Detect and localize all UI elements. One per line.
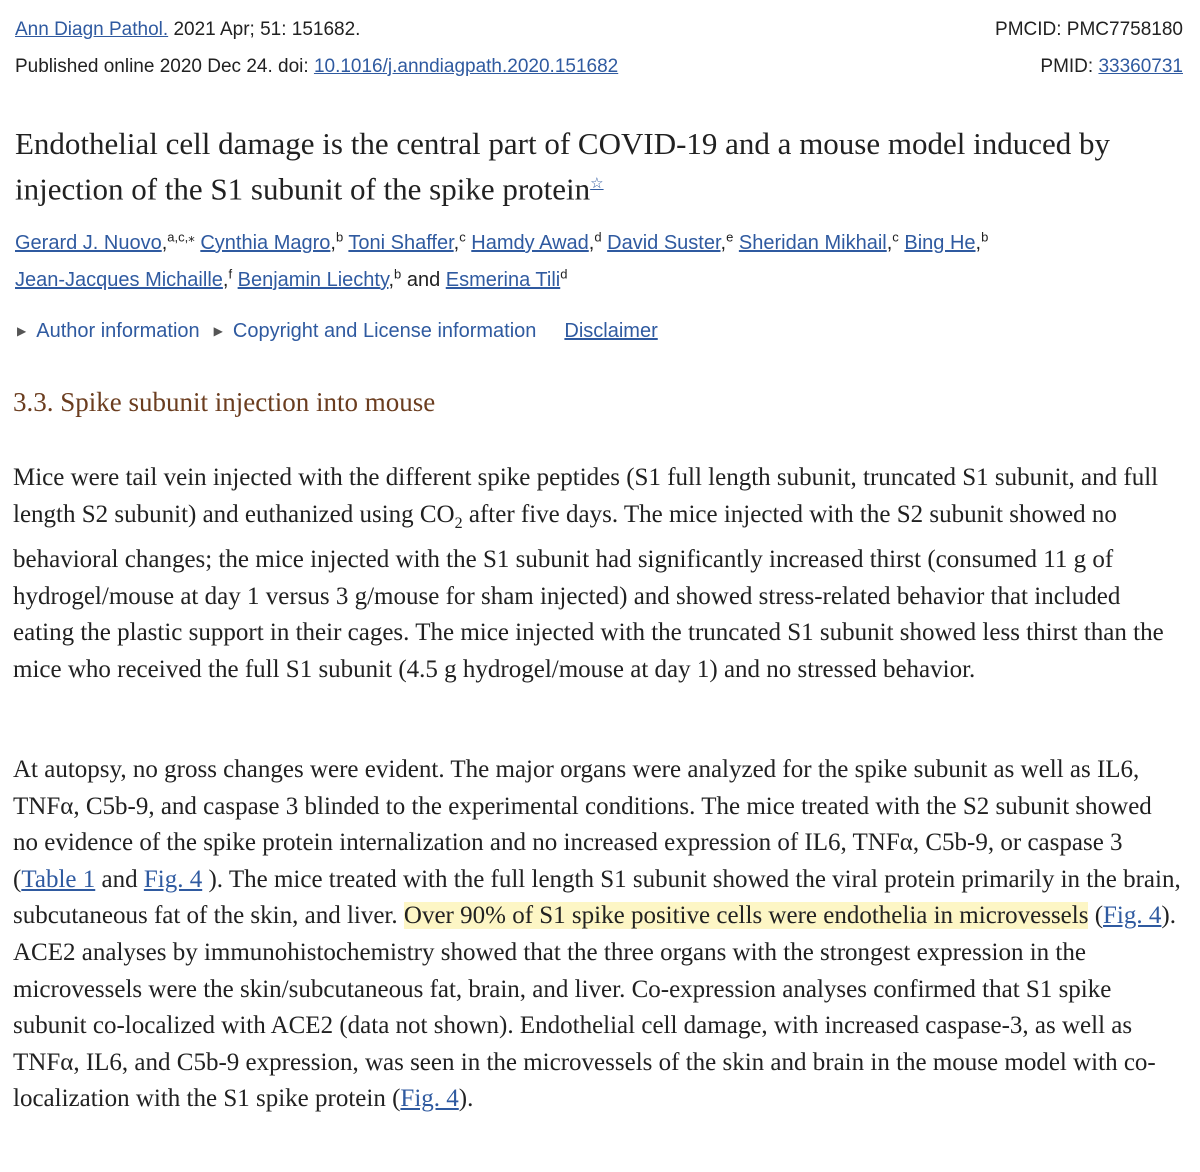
figure-4-link[interactable]: Fig. 4 <box>400 1085 459 1113</box>
author-separator: , <box>388 269 395 291</box>
author-separator: , <box>222 269 229 291</box>
pmid-label: PMID: <box>1040 56 1099 77</box>
affiliation-superscript[interactable]: c <box>892 229 899 245</box>
affiliation-superscript[interactable]: b <box>335 229 344 245</box>
info-bar <box>17 318 658 344</box>
doi-link[interactable]: 10.1016/j.anndiagpath.2020.151682 <box>313 56 619 77</box>
author-separator: , <box>453 232 460 254</box>
affiliation-superscript[interactable]: d <box>594 229 602 245</box>
published-text: Published online 2020 Dec 24. doi: <box>15 56 314 77</box>
author-link[interactable]: Cynthia Magro <box>200 232 331 254</box>
paragraph-text: ). The mice treated with the full length S1 subunit showed the viral protein primarily in the brain, subcutaneous fat of the skin, and liver. <box>13 865 1181 930</box>
affiliation-superscript[interactable]: e <box>726 229 734 245</box>
author-separator: , <box>975 232 982 254</box>
journal-link[interactable]: Ann Diagn Pathol. <box>15 19 169 40</box>
author-link[interactable]: David Suster <box>607 232 721 254</box>
author-link[interactable]: Sheridan Mikhail <box>738 232 887 254</box>
figure-4-link[interactable]: Fig. 4 <box>1103 902 1162 930</box>
subscript: 2 <box>454 514 463 532</box>
paragraph-text: after five days. The mice injected with the S2 subunit showed no behavioral changes; the mice injected with the S1 subunit had significantly increased thirst (consumed 11 g of hydrogel/mouse at day 1 versus 3 g/mouse for sham injected) and showed stress-related behavior that included eating the plastic support in their cages. The mice injected with the truncated S1 subunit showed less thirst than the mice who received the full S1 subunit (4.5 g hydrogel/mouse at day 1) and no stressed behavior. <box>13 500 1164 683</box>
author-separator: , <box>330 232 336 254</box>
highlighted-text: Over 90% of S1 spike positive cells were endothelia in microvessels <box>403 902 1089 930</box>
expand-triangle-icon: ▶ <box>213 324 223 338</box>
paragraph-text: At autopsy, no gross changes were evident. The major organs were analyzed for the spike subunit as well as IL6, TNFα, C5b-9, and caspase 3 blinded to the experimental conditions. The mice treated with the S2 subunit showed no evidence of the spike protein internalization and no increased expression of IL6, TNFα, C5b-9, or caspase 3 ( <box>13 756 1152 893</box>
paragraph-text: and <box>95 865 144 893</box>
author-link[interactable]: Toni Shaffer <box>348 232 454 254</box>
figure-4-link[interactable]: Fig. 4 <box>143 865 203 893</box>
paragraph-text: Mice were tail vein injected with the different spike peptides (S1 full length subunit, truncated S1 subunit, and full length S2 subunit) and euthanized using CO <box>13 464 1159 528</box>
article-title <box>15 123 1185 209</box>
table-1-link[interactable]: Table 1 <box>21 865 96 893</box>
pmid-info <box>1040 55 1183 79</box>
author-link[interactable]: Hamdy Awad <box>471 232 589 254</box>
copyright-license-toggle[interactable]: Copyright and License information <box>232 320 537 342</box>
author-link[interactable]: Benjamin Liechty <box>237 269 389 291</box>
paragraph-text: ). <box>458 1085 474 1113</box>
paragraph-2 <box>13 752 1183 1118</box>
author-separator: , <box>588 232 595 254</box>
author-information-toggle[interactable]: Author information <box>36 320 200 342</box>
affiliation-superscript[interactable]: d <box>560 266 568 282</box>
published-info <box>15 55 618 79</box>
journal-citation <box>15 18 360 42</box>
author-link[interactable]: Jean-Jacques Michaille <box>15 269 223 291</box>
title-footnote-star-icon[interactable]: ☆ <box>590 176 604 192</box>
issue-text: 2021 Apr; 51: 151682. <box>168 19 361 40</box>
author-link[interactable]: Esmerina Tili <box>445 269 561 291</box>
author-separator: , <box>720 232 727 254</box>
pmcid-text: PMCID: PMC7758180 <box>995 19 1183 40</box>
affiliation-superscript[interactable]: c <box>459 229 466 245</box>
author-link[interactable]: Bing He <box>904 232 976 254</box>
section-heading: 3.3. Spike subunit injection into mouse <box>13 387 436 417</box>
affiliation-superscript[interactable]: a,c,⁎ <box>167 229 195 245</box>
pmid-link[interactable]: 33360731 <box>1098 56 1183 77</box>
author-separator: , <box>886 232 893 254</box>
author-link[interactable]: Gerard J. Nuovo <box>15 232 162 254</box>
affiliation-superscript[interactable]: b <box>394 266 402 282</box>
article-title-text: Endothelial cell damage is the central part of COVID-19 and a mouse model induced by injection of the S1 subunit of the spike protein <box>15 126 1110 207</box>
author-separator: , <box>161 232 168 254</box>
paragraph-1 <box>13 460 1183 689</box>
publication-row <box>15 55 1183 79</box>
author-list <box>15 225 1185 299</box>
paragraph-text: ). ACE2 analyses by immunohistochemistry showed that the three organs with the strongest expression in the microvessels were the skin/subcutaneous fat, brain, and liver. Co-expression analyses confirmed that S1 spike subunit co-localized with ACE2 (data not shown). Endothelial cell damage, with increased caspase-3, as well as TNFα, IL6, and C5b-9 expression, was seen in the microvessels of the skin and brain in the mouse model with co-localization with the S1 spike protein ( <box>13 902 1176 1113</box>
paragraph-text: ( <box>1088 902 1104 930</box>
affiliation-superscript[interactable]: b <box>981 229 989 245</box>
citation-row <box>15 18 1183 42</box>
disclaimer-link[interactable]: Disclaimer <box>564 320 658 342</box>
expand-triangle-icon: ▶ <box>17 324 27 338</box>
author-separator: and <box>401 269 446 291</box>
affiliation-superscript[interactable]: f <box>228 266 233 282</box>
